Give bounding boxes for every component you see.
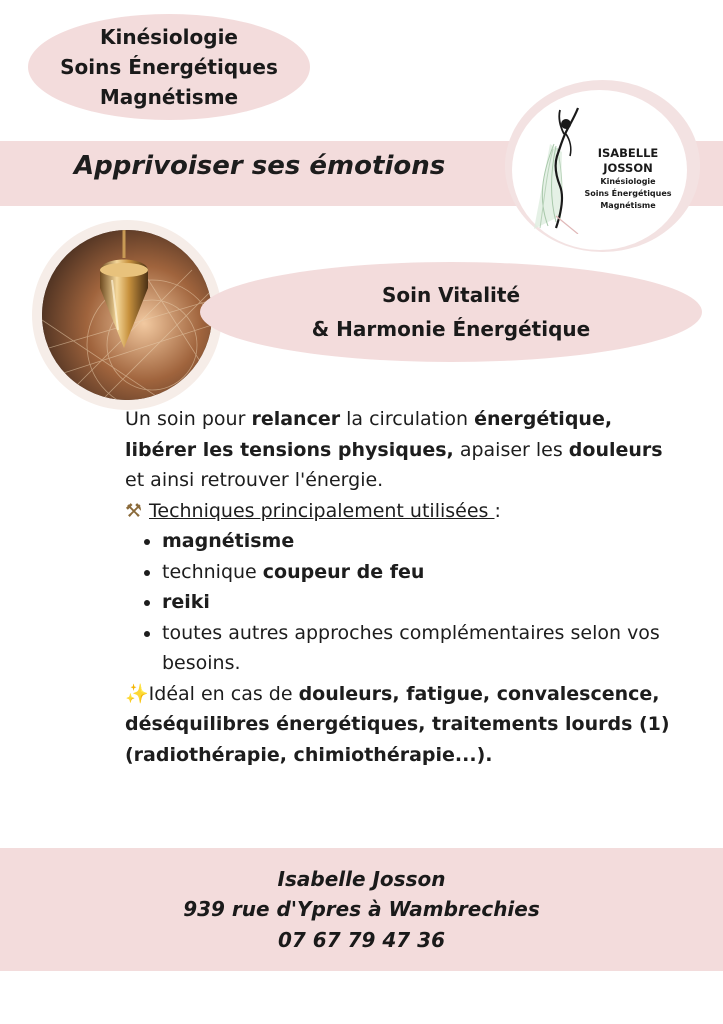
service-magnetisme: Magnétisme [99,85,239,109]
logo-service-1: Kinésiologie [600,177,656,186]
logo-service-3: Magnétisme [600,201,656,210]
services-oval [28,14,310,120]
technique-prefix: technique [162,560,263,583]
contact-phone[interactable]: 07 67 79 47 36 [277,927,445,952]
contact-footer [0,848,723,971]
contact-address: 939 rue d'Ypres à Wambrechies [183,897,540,922]
intro-bold-2: énergétique, libérer les tensions physiques, [125,408,613,461]
techniques-heading [125,496,685,527]
sparkles-icon: ✨ [125,682,149,705]
service-soins-energetiques: Soins Énergétiques [60,55,278,79]
technique-coupeur-de-feu: coupeur de feu [262,560,425,583]
techniques-list [125,526,685,679]
intro-bold-3: douleurs [568,438,663,461]
list-item [162,618,685,679]
intro-text-3: apaiser les [453,438,569,461]
ideal-paragraph [125,679,685,771]
technique-reiki: reiki [162,591,210,613]
hammer-pick-icon: ⚒ [125,499,143,522]
intro-text-1: Un soin pour [125,408,252,430]
technique-other: toutes autres approches complémentaires selon vos besoins. [162,621,660,674]
logo [512,90,687,250]
page-title: Apprivoiser ses émotions [74,151,446,181]
ideal-conditions: douleurs, fatigue, convalescence, déséquilibres énergétiques, traitements lourds (1) (radiothérapie, chimiothérapie...). [125,682,670,766]
technique-magnetisme: magnétisme [162,530,295,552]
logo-service-2: Soins Énergétiques [584,189,672,198]
service-kinesiologie: Kinésiologie [100,25,238,49]
intro-paragraph [125,404,685,496]
list-item [162,526,685,557]
list-item [162,557,685,588]
soin-title-oval [200,262,702,362]
soin-title-line2: & Harmonie Énergétique [311,317,591,341]
logo-text [572,146,684,212]
techniques-colon: : [494,499,501,522]
pendulum-photo [42,230,212,400]
techniques-label: Techniques principalement utilisées [149,499,495,522]
main-content [125,404,685,770]
intro-text-2: la circulation [340,408,475,430]
intro-bold-1: relancer [251,408,341,430]
logo-name-last: JOSSON [603,161,653,175]
contact-name: Isabelle Josson [277,866,446,891]
ideal-prefix: Idéal en cas de [148,682,299,705]
intro-text-4: et ainsi retrouver l'énergie. [125,469,384,491]
soin-title-line1: Soin Vitalité [381,283,521,307]
list-item [162,587,685,618]
logo-name-first: ISABELLE [597,146,659,160]
